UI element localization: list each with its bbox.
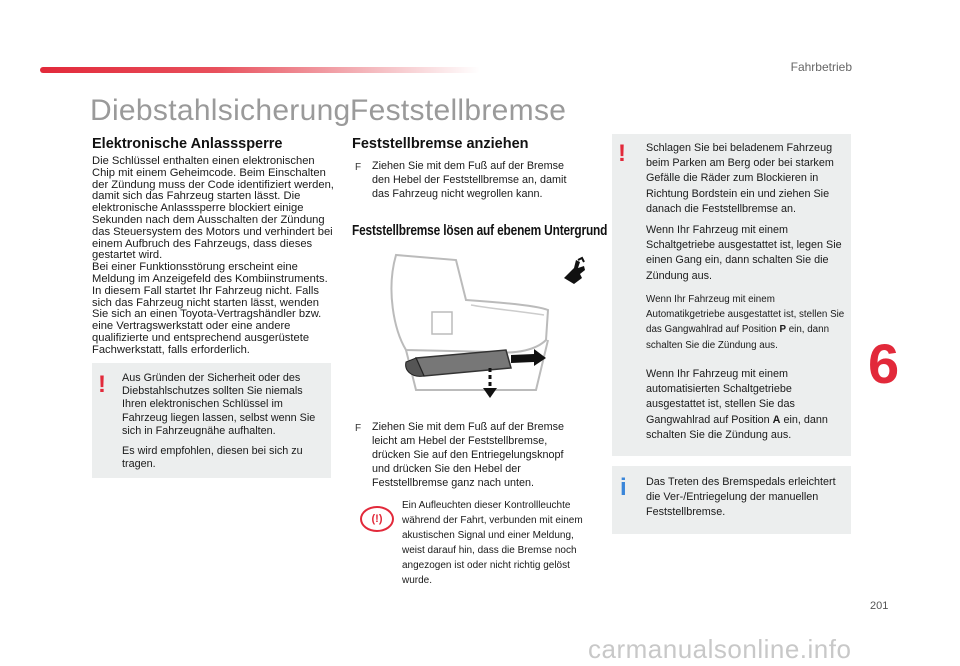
bullet-marker: F: [355, 162, 362, 173]
left-body-text: Die Schlüssel enthalten einen elektronischen Chip mit einem Geheimcode. Beim Einschalten der Zündung muss der Code identifiziert werden, damit sich das Fahrzeug starten lässt. Die elektronische Anlasssperre blockiert einige Sekunden nach dem Ausschalten der Zündung das Steuersystem des Motors und verhindert bei einem Aufbruch des Fahrzeugs, dass dieses gestartet wird.: [92, 155, 334, 262]
right-warning-p3: [646, 292, 850, 353]
hand-icon: [560, 256, 588, 286]
page-number: 201: [870, 600, 889, 612]
p3-position-letter: P: [779, 324, 786, 336]
section-title: Fahrbetrieb: [790, 60, 852, 74]
release-subtitle: Feststellbremse lösen auf ebenem Untergrund: [352, 223, 608, 239]
left-body: [92, 156, 334, 357]
warning-icon: !: [98, 371, 106, 398]
parking-brake-illustration: [376, 250, 586, 400]
p4-text-b: ein, dann schalten Sie die Zündung aus.: [646, 413, 828, 441]
warning-icon-right: !: [618, 140, 626, 167]
middle-page-title: Feststellbremse: [350, 94, 567, 127]
left-warning-text-2: Es wird empfohlen, diesen bei sich zu tragen.: [122, 445, 303, 471]
left-page-title: Diebstahlsicherung: [90, 94, 351, 127]
bullet-marker-2: F: [355, 423, 362, 434]
left-warning-box: [92, 363, 331, 478]
right-info-text: Das Treten des Bremspedals erleichtert die Ver-/Entriegelung der manuellen Feststellbremse.: [646, 476, 836, 519]
right-warning-p2: Wenn Ihr Fahrzeug mit einem Schaltgetriebe ausgestattet ist, legen Sie einen Gang ein, dann schalten Sie die Zündung aus.: [646, 224, 842, 282]
step-apply-text: Ziehen Sie mit dem Fuß auf der Bremse den Hebel der Feststellbremse an, damit das Fahrzeug nicht wegrollen kann.: [372, 160, 567, 200]
right-warning-p1: Schlagen Sie bei beladenem Fahrzeug beim Parken am Berg oder bei starkem Gefälle die Räder zum Blockieren in Richtung Bordstein ein und ziehen Sie danach die Feststellbremse an.: [646, 142, 834, 215]
chapter-number: 6: [868, 332, 900, 395]
left-warning-text: Aus Gründen der Sicherheit oder des Diebstahlschutzes sollten Sie niemals Ihren elektronischen Schlüssel im Fahrzeug liegen lassen, selbst wenn Sie sich in Fahrzeugnähe aufhalten.: [122, 372, 316, 437]
p4-position-letter: A: [772, 413, 781, 426]
header-accent-bar: [40, 67, 480, 73]
watermark: carmanualsonline.info: [588, 634, 852, 664]
left-subtitle: Elektronische Anlasssperre: [92, 136, 283, 152]
brake-warning-light-icon: (!): [360, 506, 394, 532]
p3-text-a: Wenn Ihr Fahrzeug mit einem Automatikgetriebe ausgestattet ist, stellen Sie das Gangwahlrad auf Position: [646, 294, 845, 336]
middle-subtitle: Feststellbremse anziehen: [352, 136, 529, 152]
p4-text-a: Wenn Ihr Fahrzeug mit einem automatisierten Schaltgetriebe ausgestattet ist, stellen Sie das Gangwahlrad auf Position: [646, 368, 795, 426]
left-body-text-2: Bei einer Funktionsstörung erscheint eine Meldung im Anzeigefeld des Kombiinstruments. In diesem Fall startet Ihr Fahrzeug nicht. Falls sich das Fahrzeug nicht starten lässt, wenden Sie sich an einen Toyota-Vertragshändler bzw. eine Vertragswerkstatt oder eine andere qualifizierte und entsprechend ausgerüstete Fachwerkstatt, falls erforderlich.: [92, 261, 328, 356]
right-warning-p4: [646, 367, 846, 443]
info-icon: i: [620, 474, 627, 501]
step-release-text: Ziehen Sie mit dem Fuß auf der Bremse leicht am Hebel der Feststellbremse, drücken Sie auf den Entriegelungsknopf und drücken Sie den Hebel der Feststellbremse ganz nach unten.: [372, 421, 565, 489]
p3-text-b: ein, dann schalten Sie die Zündung aus.: [646, 324, 830, 351]
right-info-box: [612, 466, 851, 534]
right-warning-box: [612, 134, 851, 456]
warning-light-text: Ein Aufleuchten dieser Kontrollleuchte während der Fahrt, verbunden mit einem akustischen Signal und einer Meldung, weist darauf hin, dass die Bremse noch angezogen ist oder nicht richtig gelöst wurde.: [402, 500, 583, 586]
